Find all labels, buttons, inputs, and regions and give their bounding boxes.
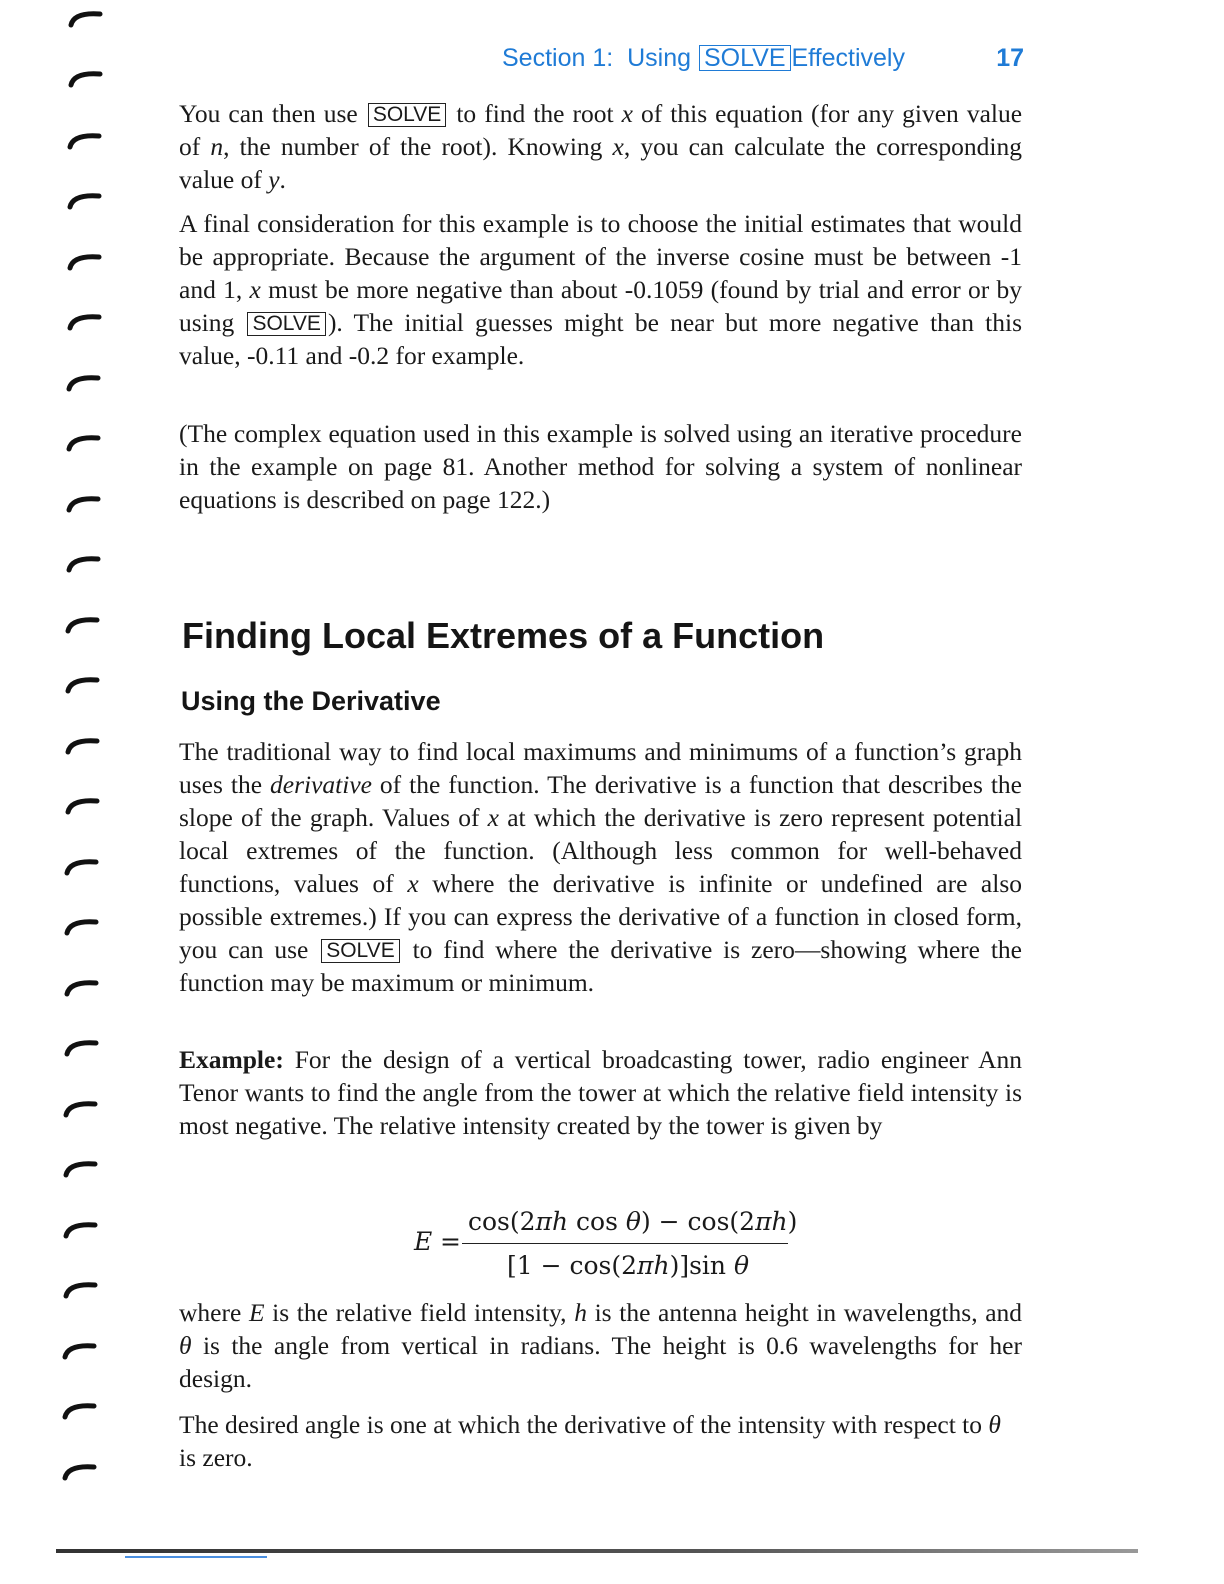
paragraph-text: (The complex equation used in this example is solved using an iterative procedure in the example on page 81. Another method for solving a system of nonlinear equations is described on page 122.) bbox=[179, 419, 1022, 514]
page-header bbox=[500, 40, 1024, 76]
footer-rule bbox=[56, 1549, 1138, 1553]
paragraph-text: Example: For the design of a vertical broadcasting tower, radio engineer Ann Tenor wants to find the angle from the tower at which the relative field intensity is most negative. The relative intensity created by the tower is given by bbox=[179, 1045, 1022, 1140]
variable-x: x bbox=[621, 99, 633, 128]
variable-y: y bbox=[268, 165, 280, 194]
variable-theta: θ bbox=[988, 1410, 1001, 1439]
solve-key-label: SOLVE bbox=[321, 939, 399, 963]
variable-n: n bbox=[210, 132, 224, 161]
footer-accent-line bbox=[125, 1556, 267, 1558]
variable-E: E bbox=[248, 1298, 265, 1327]
solve-key-label: SOLVE bbox=[699, 45, 791, 71]
variable-x: x bbox=[612, 132, 624, 161]
example-label: Example: bbox=[179, 1045, 284, 1074]
formula-denominator: [1 − cos(2πh)]sin θ bbox=[506, 1251, 750, 1280]
paragraph-3 bbox=[179, 417, 1022, 516]
subsection-title: Using the Derivative bbox=[181, 686, 441, 716]
paragraph-text: A final consideration for this example is to choose the initial estimates that would be appropriate. Because the argument of the inverse cosine must be between -1 and 1, x must be more negative than about -0.1059 (found by trial and error or by using SOLVE ). The initial guesses might be near but more negative than this value, -0.11 and -0.2 for example. bbox=[179, 209, 1022, 370]
paragraph-7 bbox=[179, 1408, 1022, 1474]
paragraph-text: where E is the relative field intensity, h is the antenna height in wavelengths, and θ is the angle from vertical in radians. The height is 0.6 wavelengths for her design. bbox=[179, 1298, 1023, 1393]
fraction-bar bbox=[462, 1243, 788, 1244]
variable-x: x bbox=[407, 869, 419, 898]
section-title: Finding Local Extremes of a Function bbox=[182, 615, 825, 656]
running-head bbox=[502, 44, 905, 73]
page-number: 17 bbox=[996, 44, 1024, 72]
solve-key-label: SOLVE bbox=[247, 312, 325, 336]
variable-x: x bbox=[487, 803, 499, 832]
spiral-binding bbox=[0, 0, 110, 1584]
paragraph-4 bbox=[179, 735, 1022, 999]
formula-numerator: cos(2πh cos θ) − cos(2πh) bbox=[468, 1207, 798, 1236]
paragraph-2 bbox=[179, 207, 1022, 372]
section-label: Section 1: bbox=[502, 44, 614, 72]
paragraph-text: The traditional way to find local maximums and minimums of a function’s graph uses the derivative of the function. The derivative is a function that describes the slope of the graph. Values of x at which the derivative is zero represent potential local extremes of the function. (Although less common for well-behaved functions, values of x where the derivative is infinite or undefined are also possible extremes.) If you can express the derivative of a function in closed form, you can use SOLVE to find where the derivative is zero—showing where the function may be maximum or minimum. bbox=[179, 737, 1023, 997]
variable-h: h bbox=[574, 1298, 587, 1327]
header-title-before: Using bbox=[627, 44, 692, 72]
formula-lhs: E bbox=[414, 1227, 433, 1256]
emphasis-derivative: derivative bbox=[270, 770, 372, 799]
variable-x: x bbox=[249, 275, 261, 304]
intensity-formula bbox=[410, 1205, 800, 1295]
paragraph-text: You can then use SOLVE to find the root x of this equation (for any given value of n, the number of the root). Knowing x, you can calculate the corresponding value of y. bbox=[179, 99, 1023, 194]
paragraph-1 bbox=[179, 97, 1022, 196]
paragraph-text: The desired angle is one at which the derivative of the intensity with respect to θ is zero. bbox=[179, 1410, 1001, 1472]
formula-equals: = bbox=[440, 1227, 461, 1256]
paragraph-6 bbox=[179, 1296, 1022, 1395]
header-title-after: Effectively bbox=[791, 44, 905, 72]
solve-key-label: SOLVE bbox=[368, 103, 446, 127]
paragraph-5 bbox=[179, 1043, 1022, 1142]
variable-theta: θ bbox=[179, 1331, 192, 1360]
